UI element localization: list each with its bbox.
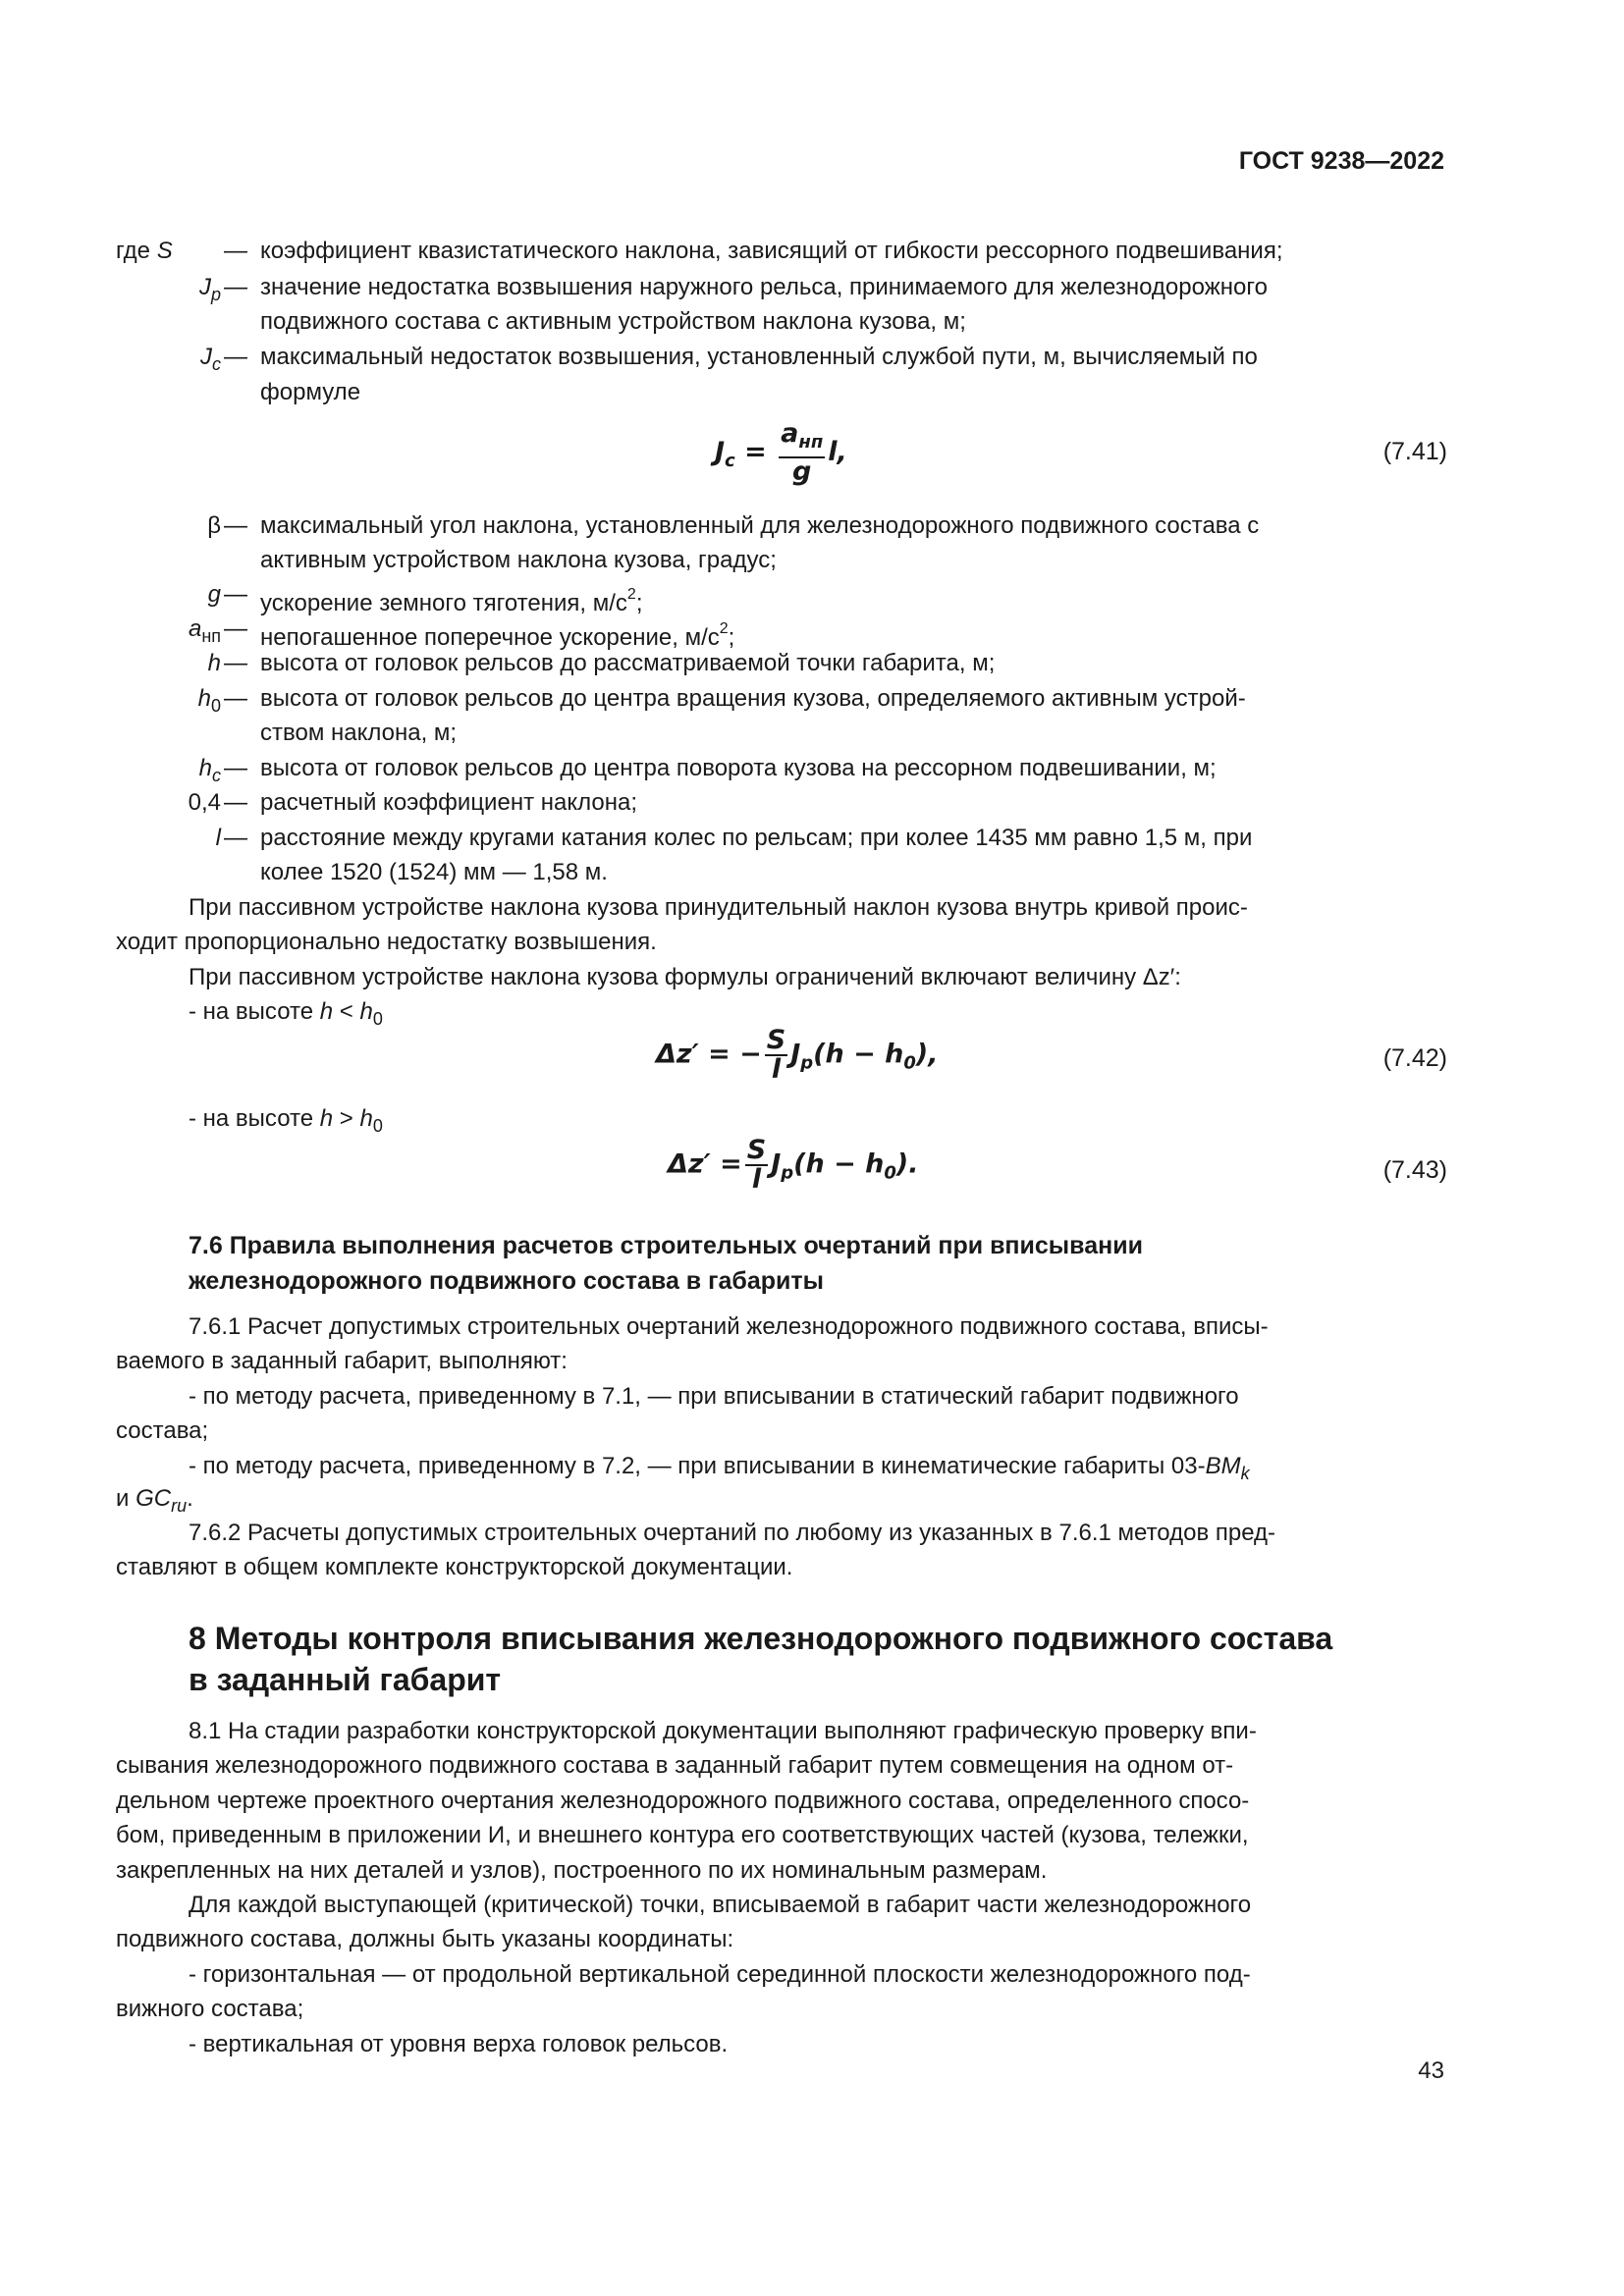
def-dash: — — [224, 274, 247, 300]
paragraph-7-6-1-cont: ваемого в заданный габарит, выполняют: — [116, 1348, 568, 1374]
paragraph-passive-1: При пассивном устройстве наклона кузова принудительный наклон кузова внутрь кривой проис- — [189, 894, 1248, 921]
def-symbol: l — [215, 825, 221, 851]
def-dash: — — [224, 344, 247, 370]
paragraph-8-1-cont: дельном чертеже проектного очертания железнодорожного подвижного состава, определенного спосо- — [116, 1788, 1250, 1814]
def-symbol: $h_0$ — [197, 685, 221, 716]
bullet-7-1-cont: состава; — [116, 1417, 209, 1444]
paragraph-8-1: 8.1 На стадии разработки конструкторской документации выполняют графическую проверку впи- — [189, 1718, 1257, 1744]
def-dash: — — [224, 685, 247, 712]
def-text: максимальный недостаток возвышения, установленный службой пути, м, вычисляемый по — [260, 344, 1258, 370]
paragraph-8-1-cont: бом, приведенным в приложении И, и внешнего контура его соответствующих частей (кузова, тележки, — [116, 1822, 1249, 1848]
paragraph-coordinates-cont: подвижного состава, должны быть указаны координаты: — [116, 1926, 734, 1952]
paragraph-passive-2: При пассивном устройстве наклона кузова формулы ограничений включают величину Δz′: — [189, 964, 1181, 990]
bullet-vertical: - вертикальная от уровня верха головок рельсов. — [189, 2031, 729, 2057]
condition-h-less: - на высоте $h < h_0$ — [189, 998, 383, 1029]
def-text: расчетный коэффициент наклона; — [260, 789, 637, 816]
def-text-cont: ством наклона, м; — [260, 720, 458, 746]
def-dash: — — [224, 615, 247, 642]
paragraph-8-1-cont: сывания железнодорожного подвижного состава в заданный габарит путем совмещения на одном от- — [116, 1752, 1234, 1779]
equation-number: (7.42) — [1382, 1044, 1447, 1072]
def-text-cont: активным устройством наклона кузова, градус; — [260, 547, 777, 573]
def-text: коэффициент квазистатического наклона, зависящий от гибкости рессорного подвешивания; — [260, 238, 1283, 264]
bullet-7-1: - по методу расчета, приведенному в 7.1, — при вписывании в статический габарит подвижного — [189, 1383, 1239, 1410]
fraction: $\frac{a_{нп}}{g}$ — [781, 418, 824, 487]
def-symbol: h — [207, 650, 221, 676]
def-dash: — — [224, 755, 247, 781]
def-text: высота от головок рельсов до центра поворота кузова на рессорном подвешивании, м; — [260, 755, 1217, 781]
equation-number: (7.41) — [1382, 438, 1447, 465]
def-symbol: $J_c$ — [200, 344, 221, 374]
bullet-7-2: - по методу расчета, приведенному в 7.2, — при вписывании в кинематические габариты $03-BM_k$ — [189, 1453, 1250, 1483]
def-text: значение недостатка возвышения наружного рельса, принимаемого для железнодорожного — [260, 274, 1268, 300]
paragraph-7-6-1: 7.6.1 Расчет допустимых строительных очертаний железнодорожного подвижного состава, вписы- — [189, 1313, 1269, 1340]
page-number: 43 — [1418, 2057, 1444, 2084]
bullet-7-2-cont: и $GC_{ru}$. — [116, 1485, 193, 1516]
condition-h-greater: - на высоте $h > h_0$ — [189, 1105, 383, 1136]
def-dash: — — [224, 650, 247, 676]
paragraph-7-6-2-cont: ставляют в общем комплекте конструкторской документации. — [116, 1554, 793, 1580]
def-symbol: $J_p$ — [198, 274, 221, 304]
def-text: расстояние между кругами катания колес по рельсам; при колее 1435 мм равно 1,5 м, при — [260, 825, 1253, 851]
def-symbol: $h_c$ — [198, 755, 221, 785]
def-dash: — — [224, 512, 247, 539]
formula-7-41: $J_c$ = $\frac{a_{нп}}{g}$ l, — [715, 418, 847, 487]
def-text: высота от головок рельсов до центра вращения кузова, определяемого активным устрой- — [260, 685, 1246, 712]
def-text-cont: подвижного состава с активным устройством наклона кузова, м; — [260, 308, 966, 335]
def-dash: — — [224, 581, 247, 608]
equation-number: (7.43) — [1382, 1156, 1447, 1184]
def-s — [116, 234, 173, 269]
formula-7-42: Δz′ = − $\frac{S}{l}$ $J_p(h - h_0)$, — [656, 1025, 939, 1085]
def-symbol: 0,4 — [188, 789, 221, 816]
def-text: непогашенное поперечное ускорение, $м/с^2$; — [260, 620, 735, 651]
def-dash: — — [224, 825, 247, 851]
bullet-horizontal: - горизонтальная — от продольной вертикальной серединной плоскости железнодорожного под- — [189, 1961, 1251, 1988]
def-text-cont: формуле — [260, 379, 361, 405]
section-7-6-title: 7.6 Правила выполнения расчетов строительных очертаний при вписывании железнодорожного подвижного состава в габариты — [189, 1232, 1143, 1295]
def-symbol: β — [207, 512, 221, 539]
def-dash: — — [224, 238, 247, 264]
def-symbol: где S — [116, 238, 173, 264]
paragraph-7-6-2: 7.6.2 Расчеты допустимых строительных очертаний по любому из указанных в 7.6.1 методов пред- — [189, 1520, 1276, 1546]
paragraph-coordinates: Для каждой выступающей (критической) точки, вписываемой в габарит части железнодорожного — [189, 1892, 1252, 1918]
def-dash: — — [224, 789, 247, 816]
def-symbol: g — [207, 581, 221, 608]
def-text: максимальный угол наклона, установленный для железнодорожного подвижного состава с — [260, 512, 1260, 539]
document-code-header: ГОСТ 9238—2022 — [1238, 147, 1444, 175]
def-text-cont: колее 1520 (1524) мм — 1,58 м. — [260, 859, 608, 885]
def-text: ускорение земного тяготения, $м/с^2$; — [260, 586, 643, 616]
paragraph-passive-1-cont: ходит пропорционально недостатку возвышения. — [116, 929, 657, 955]
bullet-horizontal-cont: вижного состава; — [116, 1996, 304, 2022]
formula-7-43: Δz′ = $\frac{S}{l}$ $J_p(h - h_0)$. — [668, 1135, 919, 1195]
def-text: высота от головок рельсов до рассматриваемой точки габарита, м; — [260, 650, 996, 676]
fraction: $\frac{S}{l}$ — [766, 1025, 786, 1085]
fraction: $\frac{S}{l}$ — [746, 1135, 767, 1195]
def-symbol: $a_{нп}$ — [188, 615, 221, 646]
paragraph-8-1-cont: закрепленных на них деталей и узлов), построенного по их номинальным размерам. — [116, 1857, 1048, 1884]
section-8-title: 8 Методы контроля вписывания железнодорожного подвижного состава в заданный габарит — [189, 1621, 1333, 1697]
